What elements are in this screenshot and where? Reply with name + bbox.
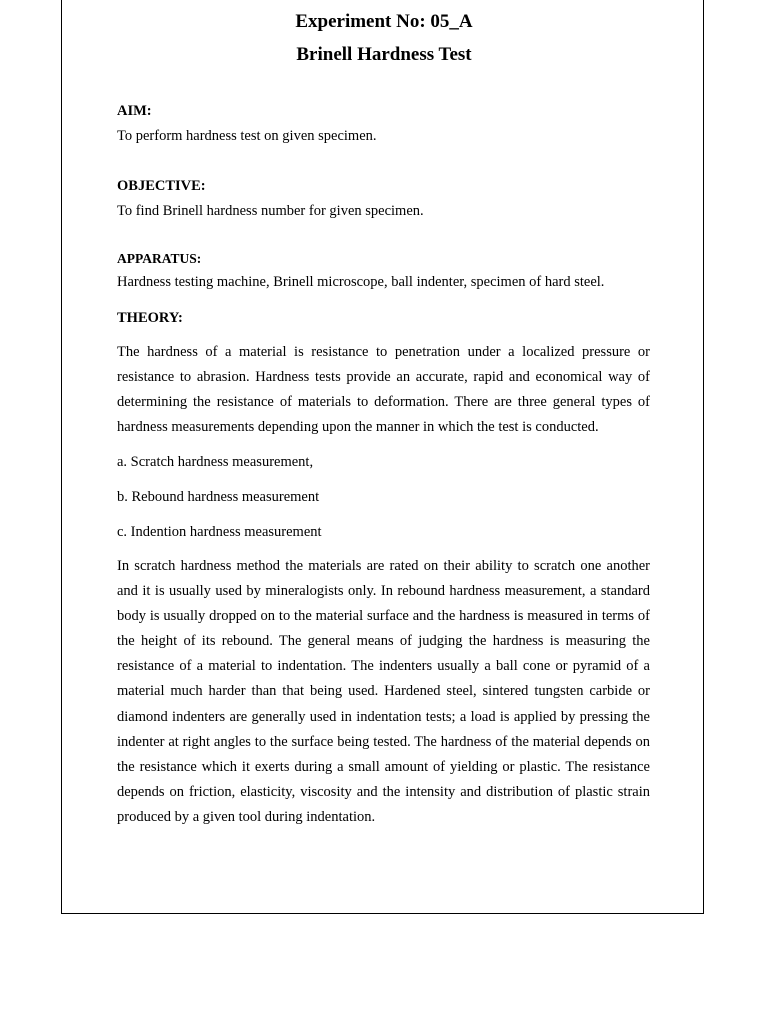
theory-paragraph-2: In scratch hardness method the materials are rated on their ability to scratch one another and it is usually used by mineralogists only. In rebound hardness measurement, a standard body is usually dropped on to the material surface and the hardness is measured in terms of the height of its rebound. The general means of judging the hardness is measuring the resistance of a material to indentation. The indenters usually a ball cone or pyramid of a material much harder than that being used. Hardened steel, sintered tungsten carbide or diamond indenters are generally used in indentation tests; a load is applied by pressing the indenter at right angles to the surface being tested. The hardness of the material depends on the resistance which it exerts during a small amount of yielding or plastic. The resistance depends on friction, elasticity, viscosity and the intensity and distribution of plastic strain produced by a given tool during indentation. (117, 558, 650, 825)
list-item: a. Scratch hardness measurement, (117, 454, 314, 470)
aim-heading: AIM: (117, 103, 152, 119)
objective-text: To find Brinell hardness number for given specimen. (117, 203, 424, 219)
theory-heading: THEORY: (117, 310, 183, 326)
list-item: b. Rebound hardness measurement (117, 489, 320, 505)
objective-heading: OBJECTIVE: (117, 178, 206, 194)
list-item: c. Indention hardness measurement (117, 524, 322, 540)
theory-paragraph-1: The hardness of a material is resistance to penetration under a localized pressure or resistance to abrasion. Hardness tests provide an accurate, rapid and economical way of determining the resistance of materials to deformation. There are three general types of hardness measurements depending upon the manner in which the test is conducted. (117, 344, 650, 436)
apparatus-heading: APPARATUS: (117, 251, 202, 266)
experiment-number: Experiment No: 05_A (295, 11, 473, 32)
apparatus-text: Hardness testing machine, Brinell microscope, ball indenter, specimen of hard steel. (117, 274, 605, 290)
page-title: Brinell Hardness Test (296, 44, 472, 65)
aim-text: To perform hardness test on given specimen. (117, 128, 377, 144)
